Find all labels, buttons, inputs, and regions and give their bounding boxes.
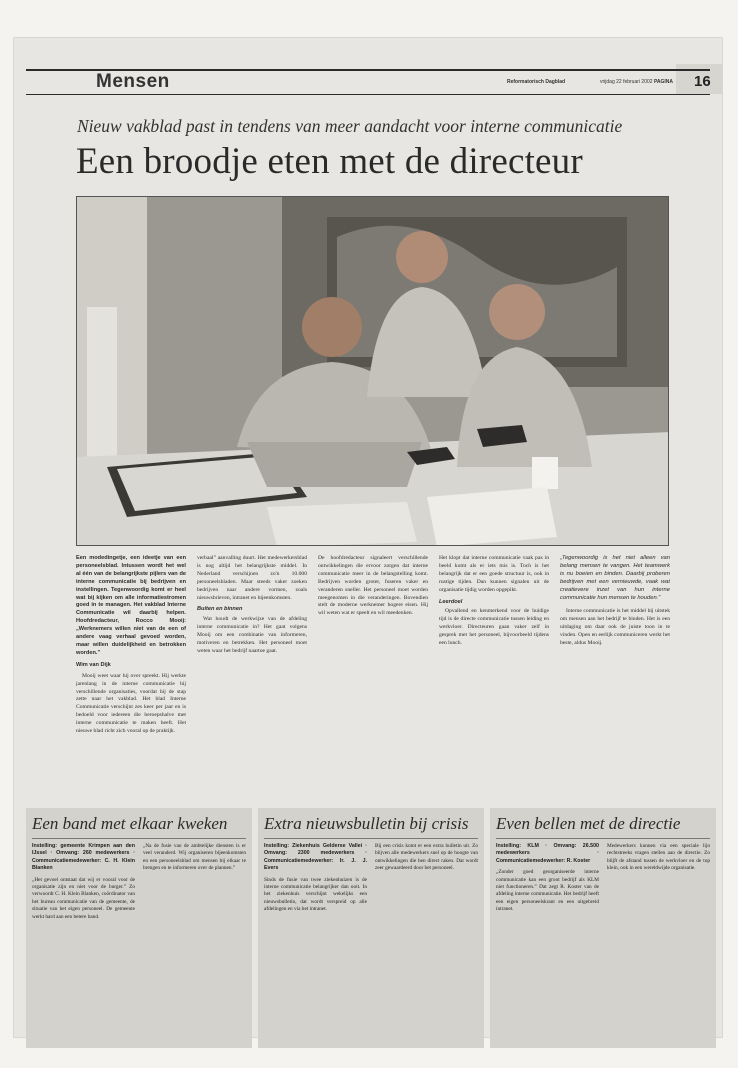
- box-rule: [32, 838, 246, 839]
- article-photo: [76, 196, 669, 546]
- box-column: [607, 843, 710, 1043]
- box-body: [32, 843, 246, 1043]
- article-column-4: [439, 555, 549, 795]
- article-subhead: Buiten en binnen: [197, 606, 243, 613]
- article-paragraph: Opvallend en kenmerkend voor de huidige tijd is de directe communicatie tussen leiding en werkvloer. Directeuren gaan vaker zelf in gesprek met het personeel, bijvoorbeeld tijdens een lunch.: [439, 608, 549, 647]
- masthead: [14, 64, 722, 94]
- box-column: [32, 843, 135, 1043]
- box-body: [496, 843, 710, 1043]
- sidebar-box-1: [26, 808, 252, 1048]
- box-rule: [264, 838, 478, 839]
- article-paragraph: Wat houdt de werkwijze van de afdeling interne communicatie in? Het gaat volgens Mooij om een combinatie van informeren, motiveren en betrekken. Het personeel moet weten waar het bedrijf naartoe gaat.: [197, 616, 307, 654]
- sidebar-box-2: [258, 808, 484, 1048]
- sidebar-box-3: [490, 808, 716, 1048]
- article-byline: Wim van Dijk: [76, 661, 111, 668]
- box-paragraph: Medewerkers kunnen via een speciale lijn rechtstreeks vragen stellen aan de directie. Zo blijft de afstand tussen de werkvloer en de top klein, ook in een wereldwijde organisatie.: [607, 843, 710, 872]
- masthead-bottom-rule: [26, 94, 710, 95]
- page-number: 16: [694, 73, 711, 90]
- box-column: [375, 843, 478, 1043]
- article-paragraph: De hoofdredacteur signaleert verschillende ontwikkelingen die ervoor zorgen dat interne communicatie meer in de belangstelling komt. Bedrijven worden groter, fuseren vaker en veranderen sneller. Het personeel moet worden meegenomen in die veranderingen. Bovendien stelt de moderne werknemer hogere eisen. Hij wil weten wat er speelt en wil meedenken.: [318, 555, 428, 617]
- box-paragraph: Bij een crisis komt er een extra bulletin uit. Zo blijven alle medewerkers snel op de hoogte van ontwikkelingen die hen direct raken. Dat wordt zeer gewaardeerd door het personeel.: [375, 843, 478, 872]
- box-title: Even bellen met de directie: [496, 814, 681, 833]
- article-column-1: [76, 555, 186, 795]
- article-paragraph: Mooij weet waar hij over spreekt. Hij werkte jarenlang in de interne communicatie bij verschillende organisaties, voordat hij de stap zette naar het vakblad. Het blad Interne Communicatie verschijnt zes keer per jaar en is bedoeld voor iedereen die beroepshalve met interne communicatie te maken heeft. Het nieuwe blad richt zich vooral op de praktijk.: [76, 672, 186, 735]
- date-text: vrijdag 22 februari 2002: [600, 79, 653, 85]
- article-kicker: Nieuw vakblad past in tendens van meer aandacht voor interne communicatie: [77, 116, 623, 136]
- section-name: Mensen: [96, 71, 170, 92]
- photo-illustration: [77, 197, 669, 546]
- box-column: [143, 843, 246, 1043]
- box-column: [496, 843, 599, 1043]
- page-label: PAGINA: [653, 79, 674, 85]
- box-body: [264, 843, 478, 1043]
- box-paragraph: „Zonder goed georganiseerde interne communicatie kan een groot bedrijf als KLM niet functioneren.” Dat zegt R. Koster van de afdeling interne communicatie. Het bedrijf heeft een eigen personeelskrant en een uitgebreid intranet.: [496, 869, 599, 913]
- article-column-3: [318, 555, 428, 795]
- article-subhead: Leerdoel: [439, 598, 463, 605]
- box-title: Extra nieuwsbulletin bij crisis: [264, 814, 469, 833]
- article-paragraph: Interne communicatie is het middel bij uitstek om mensen aan het bedrijf te binden. Het is een uitdaging om daar ook de juiste toon in te vinden. Open en eerlijk communiceren werkt het beste, aldus Mooij.: [560, 608, 670, 647]
- box-title: Een band met elkaar kweken: [32, 814, 228, 833]
- article-paragraph: Het klopt dat interne communicatie vaak pas in beeld komt als er iets mis is. Toch is het belangrijk dat er een goede structuur is, ook in rustige tijden. Dan kunnen signalen uit de organisatie tijdig worden opgepikt.: [439, 555, 549, 593]
- article-lead: Een modedingetje, een ideetje van een personeelsblad. Intussen wordt het wel al één van de belangrijkste pijlers van de interne communicatie bij bedrijven en instellingen. Tegenwoordig komt er heel wat bij kijken om alle informatiestromen goed in te managen. Het vakblad Interne Communicatie wil daarbij helpen. Hoofdredacteur, Rocco Mooij: „Werknemers willen niet van de een of andere vaag verhaal gevoed worden, maar willen duidelijkheid en betrokken worden.”: [76, 555, 186, 656]
- article-headline: Een broodje eten met de directeur: [76, 141, 583, 182]
- box-meta: Instelling: Ziekenhuis Gelderse Vallei · Omvang: 2300 medewerkers · Communicatiemedewerker: Ir. J. J. Evers: [264, 843, 367, 872]
- box-paragraph: Sinds de fusie van twee ziekenhuizen is de interne communicatie belangrijker dan ooit. In het ziekenhuis verschijnt wekelijks een nieuwsbulletin, dat wordt verspreid op alle afdelingen en via het intranet.: [264, 876, 367, 913]
- box-paragraph: „Het gevoel ontstaat dat wij er vooral voor de organisatie zijn en niet voor de burger.” Zo verwoordt C. H. Klein Blanken, coördinator van het bureau communicatie van de gemeente, de situatie van het eigen personeel. De gemeente werkt hard aan een betere band.: [32, 876, 135, 920]
- box-rule: [496, 838, 710, 839]
- newspaper-page: [13, 37, 723, 1038]
- box-paragraph: „Na de fusie van de ambtelijke diensten is er veel veranderd. Wij organiseren bijeenkomsten en een personeelsblad om mensen bij elkaar te brengen en te informeren over de plannen.”: [143, 843, 246, 872]
- article-body: [76, 555, 669, 795]
- box-column: [264, 843, 367, 1043]
- dateline: [600, 79, 673, 85]
- pull-quote: „Tegenwoordig is het niet alleen van belang mensen te vangen. Het teamwerk is nu boeien en binden. Daarbij proberen bedrijven met een vernieuwde, vaak wat creatievere inzet van hun interne communicatie hun mensen te houden.”: [560, 555, 670, 601]
- box-meta: Instelling: gemeente Krimpen aan den IJssel · Omvang: 260 medewerkers · Communicatiemedewerker: C. H. Klein Blanken: [32, 843, 135, 872]
- article-paragraph: verbaal” aanvalling duurt. Het medewerkersblad is nog altijd het belangrijkste middel. In Nederland verschijnen zo'n 10.000 personeelsbladen. Maar steeds vaker zoeken bedrijven naar andere vormen, zoals nieuwsbrieven, intranet en bijeenkomsten.: [197, 555, 307, 601]
- article-column-2: [197, 555, 307, 795]
- newspaper-brand: Reformatorisch Dagblad: [507, 79, 566, 85]
- article-column-5: [560, 555, 670, 795]
- box-meta: Instelling: KLM · Omvang: 26.500 medewerkers · Communicatiemedewerker: R. Koster: [496, 843, 599, 864]
